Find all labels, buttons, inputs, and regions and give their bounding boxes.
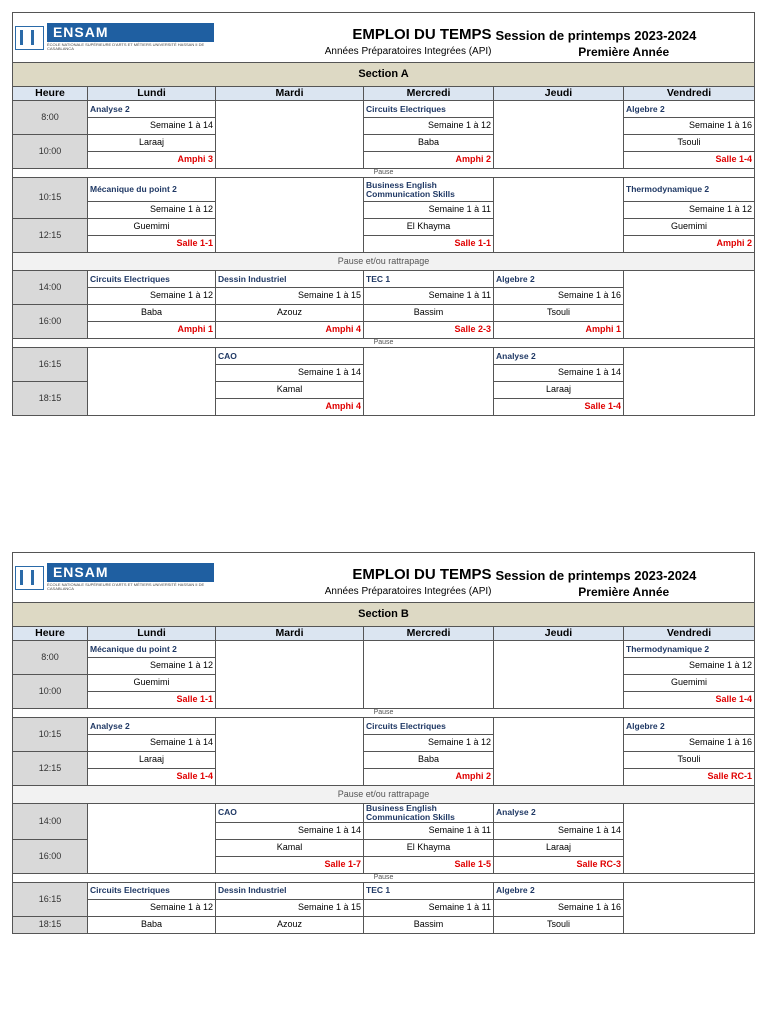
ensam-logo — [15, 563, 214, 591]
course-weeks: Semaine 1 à 14 — [216, 365, 364, 382]
schedule-section-a — [12, 12, 754, 416]
course-subject: Algebre 2 — [624, 718, 755, 735]
time-cell: 8:00 — [13, 101, 88, 135]
course-weeks: Semaine 1 à 11 — [364, 202, 494, 219]
time-cell: 10:00 — [13, 135, 88, 169]
column-header: Mercredi — [364, 87, 494, 101]
empty-slot — [494, 718, 624, 786]
course-subject: Analyse 2 — [88, 718, 216, 735]
time-cell: 12:15 — [13, 219, 88, 253]
schedule-table — [12, 552, 755, 934]
course-professor: Laraaj — [88, 135, 216, 152]
course-room: Salle 1-1 — [88, 692, 216, 709]
course-subject: Thermodynamique 2 — [624, 641, 755, 658]
course-professor: Guemimi — [624, 219, 755, 236]
course-room: Salle 2-3 — [364, 322, 494, 339]
course-professor: Guemimi — [624, 675, 755, 692]
course-weeks: Semaine 1 à 16 — [624, 735, 755, 752]
pause-row: Pause — [13, 873, 755, 882]
empty-slot — [624, 271, 755, 339]
course-subject: Algebre 2 — [494, 271, 624, 288]
course-weeks: Semaine 1 à 14 — [88, 118, 216, 135]
time-cell: 18:15 — [13, 382, 88, 416]
time-cell: 10:15 — [13, 718, 88, 752]
column-header: Mardi — [216, 87, 364, 101]
course-professor: El Khayma — [364, 219, 494, 236]
course-room: Salle RC-3 — [494, 856, 624, 873]
university-emblem-icon — [15, 566, 44, 590]
empty-slot — [624, 804, 755, 874]
course-professor: Baba — [364, 135, 494, 152]
course-professor: Baba — [88, 305, 216, 322]
course-subject: CAO — [216, 804, 364, 823]
course-room: Salle 1-7 — [216, 856, 364, 873]
empty-slot — [494, 101, 624, 169]
time-cell: 8:00 — [13, 641, 88, 675]
course-weeks: Semaine 1 à 14 — [88, 735, 216, 752]
time-cell: 12:15 — [13, 752, 88, 786]
empty-slot — [494, 641, 624, 709]
course-subject: TEC 1 — [364, 882, 494, 899]
university-emblem-icon — [15, 26, 44, 50]
pause-row: Pause — [13, 709, 755, 718]
column-header: Jeudi — [494, 627, 624, 641]
course-subject: Business English Communication Skills — [364, 178, 494, 202]
course-subject: Circuits Electriques — [364, 101, 494, 118]
course-weeks: Semaine 1 à 16 — [494, 899, 624, 916]
course-weeks: Semaine 1 à 12 — [624, 658, 755, 675]
course-subject: Thermodynamique 2 — [624, 178, 755, 202]
course-weeks: Semaine 1 à 14 — [494, 365, 624, 382]
empty-slot — [624, 882, 755, 933]
pause-row: Pause et/ou rattrapage — [13, 786, 755, 804]
column-header: Heure — [13, 627, 88, 641]
time-cell: 14:00 — [13, 271, 88, 305]
course-weeks: Semaine 1 à 16 — [494, 288, 624, 305]
course-professor: Kamal — [216, 839, 364, 856]
empty-slot — [364, 641, 494, 709]
course-room: Salle 1-1 — [364, 236, 494, 253]
pause-row: Pause — [13, 339, 755, 348]
course-subject: Algebre 2 — [494, 882, 624, 899]
course-professor: Laraaj — [494, 382, 624, 399]
column-header: Lundi — [88, 627, 216, 641]
course-room: Salle 1-4 — [88, 769, 216, 786]
section-title: Section B — [13, 603, 755, 627]
course-subject: Mécanique du point 2 — [88, 178, 216, 202]
time-cell: 18:15 — [13, 916, 88, 933]
course-professor: El Khayma — [364, 839, 494, 856]
course-professor: Kamal — [216, 382, 364, 399]
course-weeks: Semaine 1 à 12 — [364, 118, 494, 135]
course-subject: Dessin Industriel — [216, 882, 364, 899]
course-professor: Laraaj — [494, 839, 624, 856]
course-room: Salle 1-5 — [364, 856, 494, 873]
course-room: Amphi 2 — [624, 236, 755, 253]
course-weeks: Semaine 1 à 15 — [216, 288, 364, 305]
course-subject: TEC 1 — [364, 271, 494, 288]
course-room: Salle 1-4 — [494, 399, 624, 416]
course-professor: Baba — [364, 752, 494, 769]
course-weeks: Semaine 1 à 15 — [216, 899, 364, 916]
course-professor: Azouz — [216, 916, 364, 933]
document-title: EMPLOI DU TEMPS — [352, 25, 492, 43]
course-professor: Laraaj — [88, 752, 216, 769]
course-weeks: Semaine 1 à 11 — [364, 899, 494, 916]
course-subject: CAO — [216, 348, 364, 365]
course-weeks: Semaine 1 à 14 — [494, 822, 624, 839]
course-subject: Algebre 2 — [624, 101, 755, 118]
course-subject: Analyse 2 — [494, 348, 624, 365]
course-professor: Guemimi — [88, 675, 216, 692]
course-room: Amphi 4 — [216, 399, 364, 416]
course-weeks: Semaine 1 à 12 — [624, 202, 755, 219]
pause-row: Pause et/ou rattrapage — [13, 253, 755, 271]
empty-slot — [494, 178, 624, 253]
course-weeks: Semaine 1 à 12 — [88, 288, 216, 305]
course-professor: Bassim — [364, 305, 494, 322]
course-room: Amphi 2 — [364, 769, 494, 786]
empty-slot — [364, 348, 494, 416]
time-cell: 10:15 — [13, 178, 88, 219]
schedule-table — [12, 12, 755, 416]
course-professor: Tsouli — [494, 916, 624, 933]
logo-text: ENSAM — [47, 23, 214, 42]
course-weeks: Semaine 1 à 12 — [88, 658, 216, 675]
course-professor: Tsouli — [624, 135, 755, 152]
time-cell: 10:00 — [13, 675, 88, 709]
empty-slot — [88, 348, 216, 416]
column-header: Vendredi — [624, 87, 755, 101]
program-subtitle: Années Préparatoires Integrées (API) — [324, 46, 492, 57]
empty-slot — [216, 718, 364, 786]
course-subject: Dessin Industriel — [216, 271, 364, 288]
course-weeks: Semaine 1 à 11 — [364, 288, 494, 305]
empty-slot — [216, 178, 364, 253]
column-header: Lundi — [88, 87, 216, 101]
empty-slot — [216, 641, 364, 709]
column-header: Mercredi — [364, 627, 494, 641]
year-label: Première Année — [578, 584, 670, 599]
logo-text: ENSAM — [47, 563, 214, 582]
course-weeks: Semaine 1 à 12 — [88, 899, 216, 916]
course-weeks: Semaine 1 à 12 — [364, 735, 494, 752]
column-header: Heure — [13, 87, 88, 101]
course-professor: Azouz — [216, 305, 364, 322]
course-room: Salle 1-1 — [88, 236, 216, 253]
time-cell: 16:00 — [13, 305, 88, 339]
time-cell: 16:15 — [13, 348, 88, 382]
course-weeks: Semaine 1 à 11 — [364, 822, 494, 839]
course-subject: Analyse 2 — [494, 804, 624, 823]
course-room: Amphi 3 — [88, 152, 216, 169]
empty-slot — [216, 101, 364, 169]
course-room: Amphi 1 — [494, 322, 624, 339]
course-subject: Business English Communication Skills — [364, 804, 494, 823]
course-room: Salle 1-4 — [624, 692, 755, 709]
ensam-logo — [15, 23, 214, 51]
logo-caption: ÉCOLE NATIONALE SUPÉRIEURE D'ARTS ET MÉTIERS UNIVERSITÉ HASSAN II DE CASABLANCA — [46, 42, 205, 52]
session-label: Session de printemps 2023-2024 — [495, 27, 697, 43]
section-title: Section A — [13, 63, 755, 87]
course-weeks: Semaine 1 à 14 — [216, 822, 364, 839]
course-weeks: Semaine 1 à 16 — [624, 118, 755, 135]
time-cell: 16:00 — [13, 839, 88, 873]
column-header: Jeudi — [494, 87, 624, 101]
course-subject: Analyse 2 — [88, 101, 216, 118]
course-professor: Bassim — [364, 916, 494, 933]
logo-caption: ÉCOLE NATIONALE SUPÉRIEURE D'ARTS ET MÉTIERS UNIVERSITÉ HASSAN II DE CASABLANCA — [46, 582, 205, 592]
course-professor: Baba — [88, 916, 216, 933]
course-professor: Guemimi — [88, 219, 216, 236]
program-subtitle: Années Préparatoires Integrées (API) — [324, 586, 492, 597]
course-weeks: Semaine 1 à 12 — [88, 202, 216, 219]
course-subject: Mécanique du point 2 — [88, 641, 216, 658]
empty-slot — [624, 348, 755, 416]
pause-row: Pause — [13, 169, 755, 178]
document-title: EMPLOI DU TEMPS — [352, 565, 492, 583]
schedule-section-b — [12, 552, 754, 934]
course-room: Salle RC-1 — [624, 769, 755, 786]
column-header: Vendredi — [624, 627, 755, 641]
year-label: Première Année — [578, 44, 670, 59]
course-professor: Tsouli — [624, 752, 755, 769]
empty-slot — [88, 804, 216, 874]
course-subject: Circuits Electriques — [88, 271, 216, 288]
time-cell: 14:00 — [13, 804, 88, 840]
course-room: Amphi 1 — [88, 322, 216, 339]
time-cell: 16:15 — [13, 882, 88, 916]
course-professor: Tsouli — [494, 305, 624, 322]
course-room: Salle 1-4 — [624, 152, 755, 169]
column-header: Mardi — [216, 627, 364, 641]
course-subject: Circuits Electriques — [364, 718, 494, 735]
course-room: Amphi 2 — [364, 152, 494, 169]
course-subject: Circuits Electriques — [88, 882, 216, 899]
session-label: Session de printemps 2023-2024 — [495, 567, 697, 583]
course-room: Amphi 4 — [216, 322, 364, 339]
